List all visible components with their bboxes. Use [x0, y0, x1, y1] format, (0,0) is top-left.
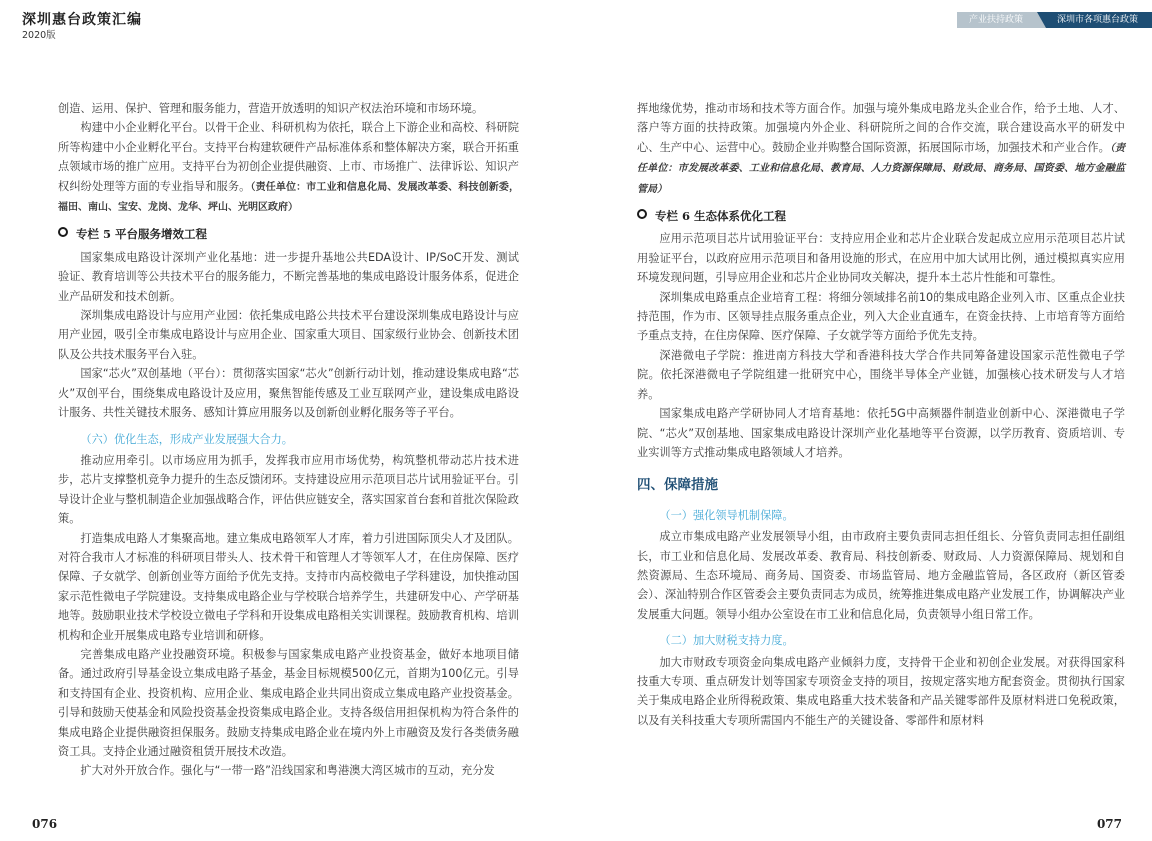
box-title: 专栏 6 生态体系优化工程 — [655, 209, 787, 224]
page-number-left: 076 — [32, 817, 58, 831]
paragraph: 应用示范项目芯片试用验证平台：支持应用企业和芯片企业联合发起成立应用示范项目芯片试用验证平台，以政府应用示范项目和备用设施的形式，在应用中加大试用比例，通过模拟真实应用环境发现问题，引导应用企业和芯片企业协同攻关解决，提升本土芯片性能和可靠性。 — [637, 232, 1125, 285]
subsection-heading: （二）加大财税支持力度。 — [659, 634, 794, 648]
box-heading — [58, 225, 519, 244]
left-page-column — [58, 99, 519, 781]
paragraph: 成立市集成电路产业发展领导小组，由市政府主要负责同志担任组长、分管负责同志担任副组长，市工业和信息化局、发展改革委、教育局、科技创新委、财政局、人力资源保障局、规划和自然资源局、生态环境局、商务局、国资委、市场监管局、地方金融监管局，各区政府（新区管委会）、深汕特别合作区管委会主要负责同志为成员，统筹推进集成电路产业发展工作，协调解决产业发展重大问题。领导小组办公室设在市工业和信息化局，负责领导小组日常工作。 — [637, 530, 1125, 621]
box-heading — [637, 207, 1125, 226]
paragraph: 打造集成电路人才集聚高地。建立集成电路领军人才库，着力引进国际顶尖人才及团队。对符合我市人才标准的科研项目带头人、技术骨干和管理人才等领军人才，在住房保障、医疗保障、子女就学、创新创业等方面给予优先支持。支持市内高校微电子学科建设，加快推动国家示范性微电子学院建设。支持集成电路企业与学校联合培养学生，共建研发中心、产学研基地等。鼓励职业技术学校设立微电子学科和开设集成电路相关实训课程。鼓励教育机构、培训机构和企业开展集成电路专业培训和研修。 — [58, 531, 519, 642]
right-page-column — [637, 99, 1125, 730]
paragraph: 完善集成电路产业投融资环境。积极参与国家集成电路产业投资基金，做好本地项目储备。通过政府引导基金设立集成电路子基金，基金目标规模500亿元，首期为100亿元。引导和支持国有企业、投资机构、应用企业、集成电路企业共同出资成立集成电路产业投资基金。引导和鼓励天使基金和风险投资基金投资集成电路企业。支持各级信用担保机构为符合条件的集成电路企业提供融资担保服务。鼓励支持集成电路企业在境内外上市融资及发行各类债务融资工具。支持企业通过融资租赁开展技术改造。 — [58, 647, 519, 758]
page-number-right: 077 — [1096, 817, 1122, 831]
paragraph: 国家“芯火”双创基地（平台）：贯彻落实国家“芯火”创新行动计划，推动建设集成电路“芯火”双创平台，围绕集成电路设计及应用，聚焦智能传感及工业互联网产业，建设集成电路设计服务、共性关键技术服务、感知计算应用服务以及创新创业孵化服务等子平台。 — [58, 367, 519, 420]
subsection-heading: （六）优化生态，形成产业发展强大合力。 — [80, 432, 293, 446]
subsection-heading: （一）强化领导机制保障。 — [659, 508, 794, 522]
paragraph: 深港微电子学院：推进南方科技大学和香港科技大学合作共同筹备建设国家示范性微电子学院。依托深港微电子学院组建一批研究中心，围绕半导体全产业链，加强核心技术研发与人才培养。 — [637, 348, 1125, 401]
paragraph: 国家集成电路产学研协同人才培育基地：依托5G中高频器件制造业创新中心、深港微电子学院、“芯火”双创基地、国家集成电路设计深圳产业化基地等平台资源，以学历教育、资质培训、专业实训等方式推动集成电路领域人才培养。 — [637, 407, 1125, 459]
responsibility-note: （责任单位：市工业和信息化局、发展改革委、科技创新委，福田、南山、宝安、龙岗、龙华、坪山、光明区政府） — [58, 181, 519, 214]
tab-shenzhen-policy: 深圳市各项惠台政策 — [1037, 12, 1152, 28]
tab-industry-policy: 产业扶持政策 — [957, 12, 1037, 28]
paragraph-text: 构建中小企业孵化平台。以骨干企业、科研机构为依托，联合上下游企业和高校、科研院所等构建中小企业孵化平台。支持平台构建软硬件产品标准体系和整体解决方案，联合开拓重点领域市场的推广应用。支持平台为初创企业提供融资、上市、市场推广、法律诉讼、知识产权纠纷处理等方面的专业指导和服务。 — [58, 121, 519, 193]
paragraph — [58, 118, 519, 217]
paragraph: 深圳集成电路重点企业培育工程：将细分领域排名前10的集成电路企业列入市、区重点企业扶持范围，作为市、区领导挂点服务重点企业，列入大企业直通车，在资金扶持、上市培育等方面给予重点支持，在住房保障、医疗保障、子女就学等方面给予优先支持。 — [637, 290, 1125, 343]
paragraph: 推动应用牵引。以市场应用为抓手，发挥我市应用市场优势，构筑整机带动芯片技术进步，芯片支撑整机竞争力提升的生态反馈闭环。支持建设应用示范项目芯片试用验证平台。引导设计企业与整机制造企业加强战略合作，评估供应链安全，落实国家首台套和首批次保险政策。 — [58, 453, 519, 526]
paragraph: 国家集成电路设计深圳产业化基地：进一步提升基地公共EDA设计、IP/SoC开发、测试验证、教育培训等公共技术平台的服务能力，不断完善基地的集成电路设计服务体系，促进企业产品研发和技术创新。 — [58, 250, 519, 303]
section-tabs — [957, 12, 1152, 28]
publication-year: 2020版 — [22, 30, 56, 41]
responsibility-note: （责任单位：市发展改革委、工业和信息化局、教育局、人力资源保障局、财政局、商务局、国资委、地方金融监管局） — [637, 142, 1125, 195]
paragraph: 创造、运用、保护、管理和服务能力，营造开放透明的知识产权法治环境和市场环境。 — [58, 102, 484, 115]
paragraph-text: 挥地缘优势，推动市场和技术等方面合作。加强与境外集成电路龙头企业合作，给予土地、人才、落户等方面的扶持政策。加强境内外企业、科研院所之间的合作交流，联合建设高水平的研发中心、生产中心、运营中心。鼓励企业并购整合国际资源，拓展国际市场，加强技术和产业合作。 — [637, 102, 1125, 154]
paragraph: 深圳集成电路设计与应用产业园：依托集成电路公共技术平台建设深圳集成电路设计与应用产业园，吸引全市集成电路设计与应用企业、国家重大项目、国家级行业协会、创新技术团队及公共技术服务平台入驻。 — [58, 309, 519, 361]
paragraph: 加大市财政专项资金向集成电路产业倾斜力度，支持骨干企业和初创企业发展。对获得国家科技重大专项、重点研发计划等国家专项资金支持的项目，按规定落实地方配套资金。贯彻执行国家关于集成电路企业所得税政策、集成电路重大技术装备和产品关键零部件及原材料进口免税政策，以及有关科技重大专项所需国内不能生产的关键设备、零部件和原材料 — [637, 655, 1125, 727]
paragraph: 扩大对外开放合作。强化与“一带一路”沿线国家和粤港澳大湾区城市的互动，充分发 — [80, 764, 495, 778]
circle-bullet-icon — [637, 209, 647, 219]
paragraph — [637, 99, 1125, 199]
publication-title: 深圳惠台政策汇编 — [22, 12, 142, 28]
box-title: 专栏 5 平台服务增效工程 — [76, 227, 208, 242]
section-heading: 四、保障措施 — [637, 477, 718, 494]
circle-bullet-icon — [58, 227, 68, 237]
